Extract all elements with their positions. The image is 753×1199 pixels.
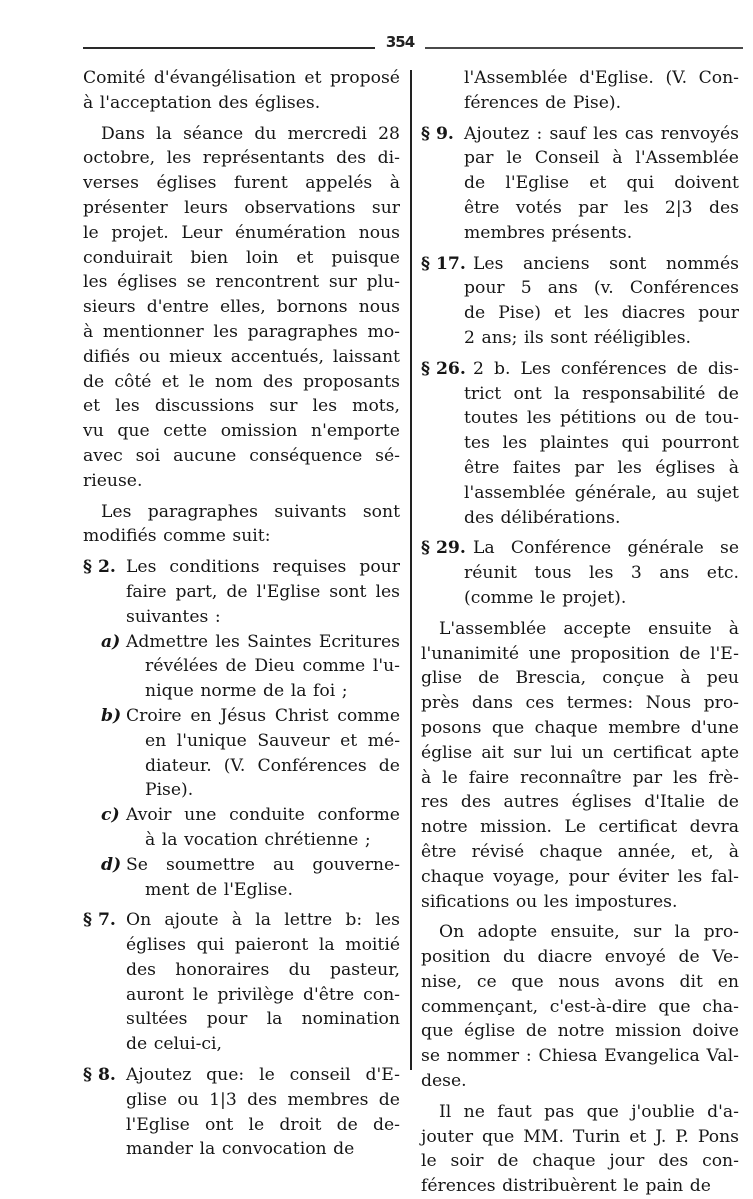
text-line: conduirait bien loin et puisque: [83, 247, 400, 268]
text-line: de côté et le nom des proposants: [83, 371, 400, 392]
text-line: en l'unique Sauveur et mé-: [145, 730, 400, 751]
text-line: Il ne faut pas que j'oublie d'a-: [439, 1101, 739, 1122]
text-line: l'unanimité une proposition de l'E-: [421, 643, 739, 664]
item-marker: b): [101, 705, 122, 726]
text-paragraph: [83, 500, 400, 550]
text-line: par le Conseil à l'Assemblée: [464, 148, 739, 169]
section-marker: § 9.: [421, 123, 454, 144]
text-line: commençant, c'est-à-dire que cha-: [421, 996, 739, 1017]
text-line: Les anciens sont nommés: [473, 253, 739, 274]
text-line: Ajoutez : sauf les cas renvoyés: [464, 123, 739, 144]
text-line: chaque voyage, pour éviter les fal-: [421, 866, 739, 887]
section-paragraph: [421, 252, 739, 351]
text-line: l'assemblée générale, au sujet: [464, 482, 739, 503]
text-line: posons que chaque membre d'une: [421, 717, 739, 738]
text-line: glise de Brescia, conçue à peu: [421, 668, 739, 689]
text-line: à l'acceptation des églises.: [83, 92, 321, 113]
text-paragraph: [83, 122, 400, 494]
text-line: res des autres églises d'Italie de: [421, 792, 739, 813]
list-item: [83, 853, 400, 903]
left-column: [83, 66, 400, 1162]
text-line: être révisé chaque année, et, à: [421, 841, 739, 862]
text-paragraph: [421, 617, 739, 915]
text-line: modifiés comme suit:: [83, 526, 271, 547]
text-line: 2 ans; ils sont rééligibles.: [464, 327, 691, 348]
text-line: églises qui paieront la moitié: [126, 935, 400, 956]
section-paragraph: [83, 908, 400, 1057]
section-marker: § 29.: [421, 538, 466, 559]
text-line: Dans la séance du mercredi 28: [101, 123, 400, 144]
item-marker: c): [101, 805, 120, 826]
section-paragraph: [421, 536, 739, 610]
text-line: des honoraires du pasteur,: [126, 959, 400, 980]
text-line: Croire en Jésus Christ comme: [126, 705, 400, 726]
text-line: L'assemblée accepte ensuite à: [439, 618, 739, 639]
section-paragraph: [421, 357, 739, 531]
text-line: Ajoutez que: le conseil d'E-: [126, 1065, 400, 1086]
text-line: Comité d'évangélisation et proposé: [83, 68, 400, 88]
text-line: sifications ou les impostures.: [421, 891, 678, 912]
text-line: sultées pour la nomination: [126, 1009, 400, 1030]
section-marker: § 2.: [83, 557, 116, 578]
text-line: à la vocation chrétienne ;: [145, 829, 371, 850]
text-line: de celui-ci,: [126, 1034, 222, 1055]
header-rule-right: [425, 47, 743, 49]
section-marker: § 26.: [421, 358, 466, 379]
text-line: que église de notre mission doive: [421, 1021, 739, 1042]
text-line: nique norme de la foi ;: [145, 681, 348, 702]
text-line: ment de l'Eglise.: [145, 879, 293, 900]
text-paragraph: [83, 66, 400, 116]
section-marker: § 8.: [83, 1065, 116, 1086]
text-line: (comme le projet).: [464, 587, 627, 608]
text-line: jouter que MM. Turin et J. P. Pons: [421, 1126, 739, 1147]
text-line: à mentionner les paragraphes mo-: [83, 321, 400, 342]
text-line: diateur. (V. Conférences de: [145, 755, 400, 776]
text-line: dese.: [421, 1071, 467, 1092]
text-line: Admettre les Saintes Ecritures: [126, 631, 400, 652]
text-line: férences de Pise).: [464, 92, 622, 113]
text-line: Avoir une conduite conforme: [126, 805, 400, 826]
text-paragraph: [421, 1100, 739, 1199]
item-marker: a): [101, 631, 121, 652]
text-line: Les conditions requises pour: [126, 557, 400, 578]
text-line: réunit tous les 3 ans etc.: [464, 563, 739, 584]
text-line: Les paragraphes suivants sont: [101, 501, 400, 522]
section-marker: § 17.: [421, 253, 466, 274]
text-line: les églises se rencontrent sur plu-: [83, 272, 400, 293]
text-line: On adopte ensuite, sur la pro-: [439, 922, 739, 943]
section-paragraph: [83, 1063, 400, 1162]
text-line: l'Assemblée d'Eglise. (V. Con-: [464, 68, 739, 88]
text-line: glise ou 1|3 des membres de: [126, 1089, 400, 1110]
text-line: église ait sur lui un certificat apte: [421, 742, 739, 763]
text-line: verses églises furent appelés à: [83, 173, 400, 194]
text-line: à le faire reconnaître par les frè-: [421, 767, 739, 788]
text-line: avec soi aucune conséquence sé-: [83, 445, 400, 466]
text-line: l'Eglise ont le droit de de-: [126, 1114, 400, 1135]
text-line: se nommer : Chiesa Evangelica Val-: [421, 1046, 739, 1067]
column-divider: [410, 70, 412, 1070]
text-line: être faites par les églises à: [464, 457, 739, 478]
text-line: membres présents.: [464, 222, 633, 243]
section-paragraph: [421, 122, 739, 246]
text-line: position du diacre envoyé de Ve-: [421, 947, 739, 968]
text-line: La Conférence générale se: [473, 538, 739, 559]
right-column: [421, 66, 739, 1199]
text-line: pour 5 ans (v. Conférences: [464, 278, 739, 299]
text-line: vu que cette omission n'emporte: [83, 421, 400, 442]
text-line: Pise).: [145, 780, 194, 801]
text-line: difiés ou mieux accentués, laissant: [83, 346, 400, 367]
text-line: nise, ce que nous avons dit en: [421, 971, 739, 992]
text-line: révélées de Dieu comme l'u-: [145, 656, 400, 677]
text-line: octobre, les représentants des di-: [83, 148, 400, 169]
text-line: notre mission. Le certificat devra: [421, 817, 739, 838]
text-line: rieuse.: [83, 470, 143, 491]
text-paragraph: [421, 66, 739, 116]
text-line: mander la convocation de: [126, 1139, 355, 1160]
text-line: On ajoute à la lettre b: les: [126, 910, 400, 931]
list-item: [83, 704, 400, 803]
text-line: Se soumettre au gouverne-: [126, 854, 400, 875]
text-line: auront le privilège d'être con-: [126, 984, 400, 1005]
text-line: de l'Eglise et qui doivent: [464, 173, 739, 194]
text-line: être votés par les 2|3 des: [464, 197, 739, 218]
text-line: près dans ces termes: Nous pro-: [421, 693, 739, 714]
page-number: 354: [385, 33, 415, 51]
section-paragraph: [83, 555, 400, 629]
text-line: férences distribuèrent le pain de: [421, 1176, 711, 1197]
text-line: des délibérations.: [464, 507, 621, 528]
text-line: faire part, de l'Eglise sont les: [126, 581, 400, 602]
text-line: présenter leurs observations sur: [83, 197, 400, 218]
text-line: sieurs d'entre elles, bornons nous: [83, 297, 400, 318]
text-line: le projet. Leur énumération nous: [83, 222, 400, 243]
text-line: tes les plaintes qui pourront: [464, 433, 739, 454]
text-line: trict ont la responsabilité de: [464, 383, 739, 404]
text-line: 2 b. Les conférences de dis-: [473, 358, 739, 379]
list-item: [83, 803, 400, 853]
text-line: de Pise) et les diacres pour: [464, 303, 739, 324]
header-rule-left: [83, 47, 375, 49]
item-marker: d): [101, 854, 122, 875]
section-marker: § 7.: [83, 910, 116, 931]
text-line: toutes les pétitions ou de tou-: [464, 408, 739, 429]
text-line: le soir de chaque jour des con-: [421, 1151, 739, 1172]
text-paragraph: [421, 920, 739, 1094]
text-line: et les discussions sur les mots,: [83, 396, 400, 417]
text-line: suivantes :: [126, 606, 221, 627]
list-item: [83, 630, 400, 704]
